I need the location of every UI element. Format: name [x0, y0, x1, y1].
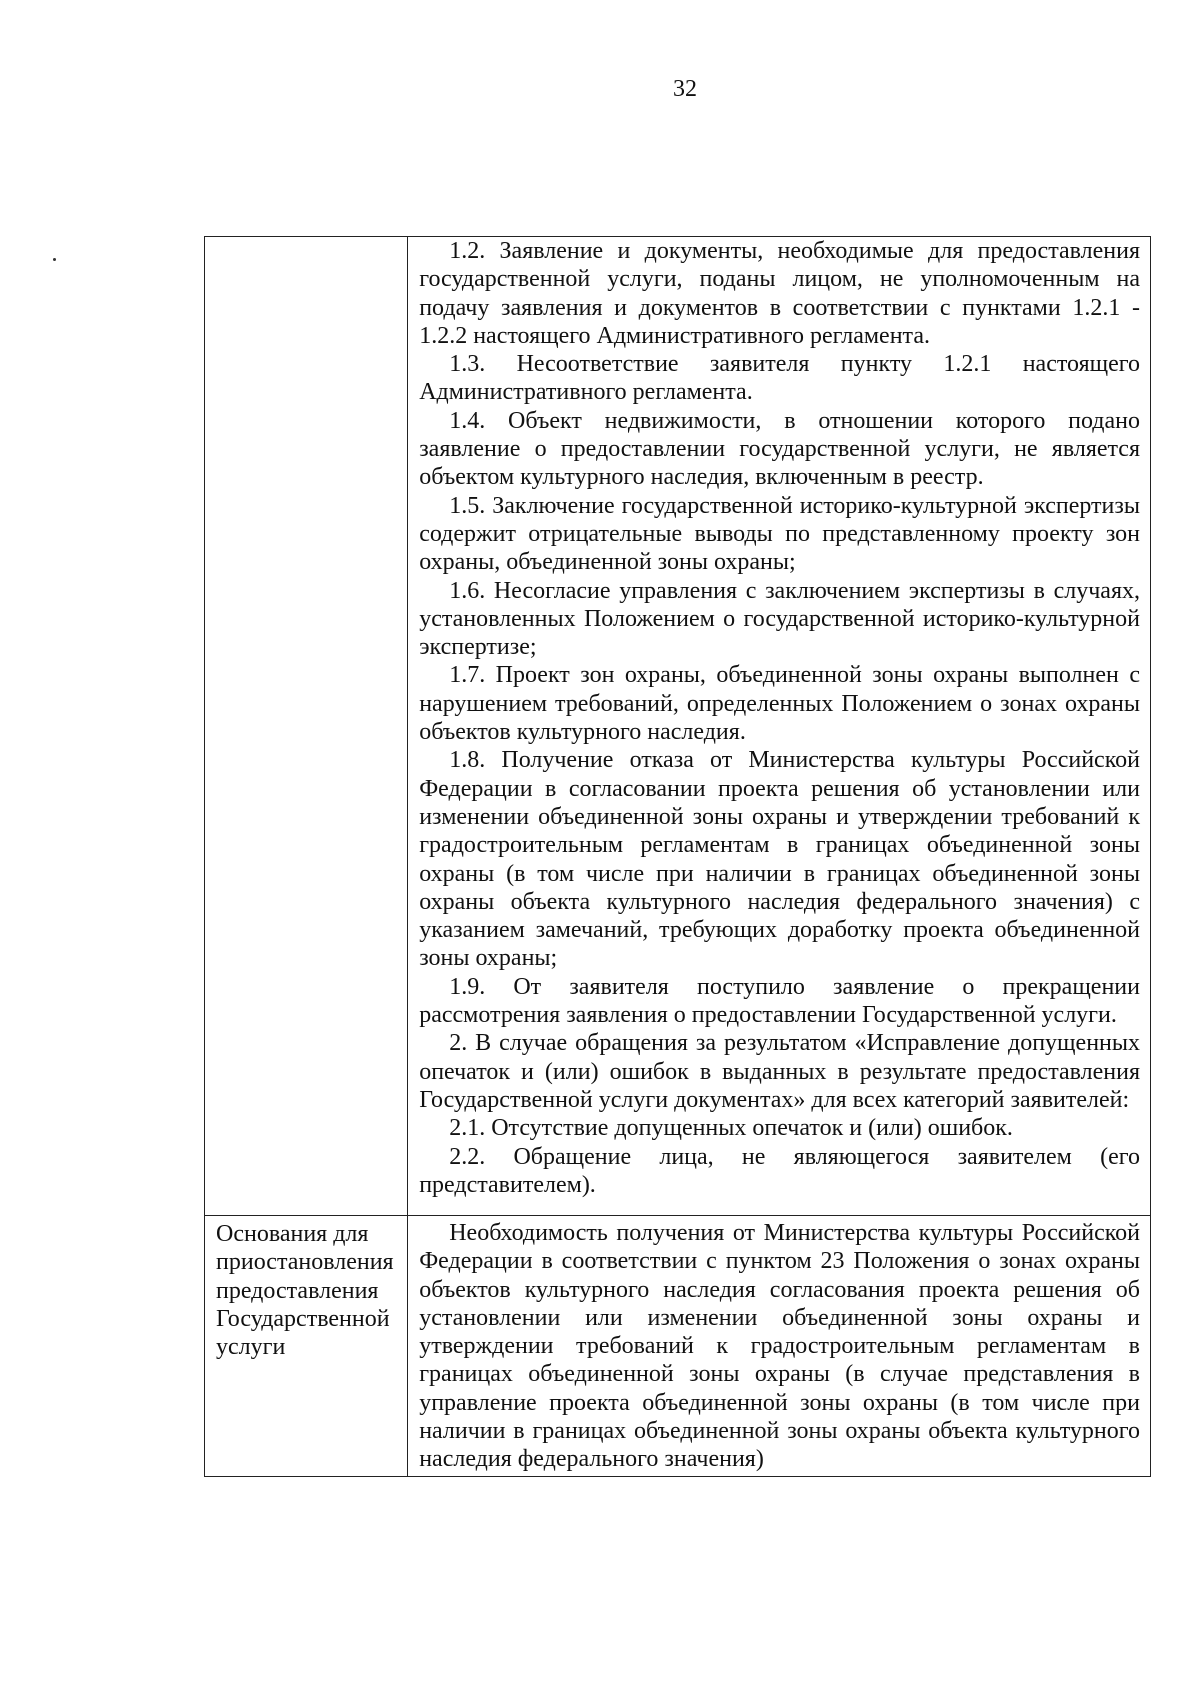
- table-row: [205, 1216, 1151, 1477]
- row-header-line: Государственной: [216, 1305, 390, 1332]
- row-header-line: Основания для: [216, 1221, 369, 1247]
- table-row: [205, 237, 1151, 1216]
- row-content-cell: [408, 237, 1151, 1216]
- page-number: 32: [673, 76, 697, 102]
- paragraph: 1.9. От заявителя поступило заявление о прекращении рассмотрения заявления о предоставлении Государственной услуги.: [419, 973, 1140, 1029]
- row-content-cell: [408, 1216, 1151, 1477]
- row-header-cell: [205, 237, 408, 1216]
- paragraph: 1.8. Получение отказа от Министерства культуры Российской Федерации в согласовании проекта решения об установлении или изменении объединенной зоны охраны и утверждении требований к градостроительным регламентам в границах объединенной зоны охраны (в том числе при наличии в границах объединенной зоны охраны объекта культурного наследия федерального значения) с указанием замечаний, требующих доработку проекта объединенной зоны охраны;: [419, 747, 1140, 972]
- paragraph: 1.2. Заявление и документы, необходимые для предоставления государственной услуги, поданы лицом, не уполномоченным на подачу заявления и документов в соответствии с пунктами 1.2.1 - 1.2.2 настоящего Административного регламента.: [419, 238, 1140, 349]
- paragraph: 1.7. Проект зон охраны, объединенной зоны охраны выполнен с нарушением требований, определенных Положением о зонах охраны объектов культурного наследия.: [419, 662, 1140, 746]
- paragraph: 1.5. Заключение государственной историко-культурной экспертизы содержит отрицательные выводы по представленному проекту зон охраны, объединенной зоны охраны;: [419, 492, 1140, 576]
- row-header-line: приостановления: [216, 1249, 394, 1276]
- paragraph: Необходимость получения от Министерства культуры Российской Федерации в соответствии с пунктом 23 Положения о зонах охраны объектов культурного наследия согласования проекта решения об установлении или изменении объединенной зоны охраны и утверждении требований к градостроительным регламентам в границах объединенной зоны охраны (в случае представления в управление проекта объединенной зоны охраны (в том числе при наличии в границах объединенной зоны охраны объекта культурного наследия федерального значения): [419, 1220, 1140, 1473]
- row-header-line: услуги: [216, 1334, 286, 1361]
- paragraph: 2. В случае обращения за результатом «Исправление допущенных опечаток и (или) ошибок в выданных в результате предоставления Государственной услуги документах» для всех категорий заявителей:: [419, 1030, 1140, 1113]
- paragraph: 1.4. Объект недвижимости, в отношении которого подано заявление о предоставлении государственной услуги, не является объектом культурного наследия, включенным в реестр.: [419, 407, 1140, 491]
- row-header-cell: [205, 1216, 408, 1477]
- paragraph: 1.3. Несоответствие заявителя пункту 1.2.1 настоящего Административного регламента.: [419, 351, 1140, 406]
- paragraph: 2.1. Отсутствие допущенных опечаток и (или) ошибок.: [449, 1115, 1013, 1142]
- document-table: [204, 236, 1151, 1477]
- scan-speck: [53, 258, 56, 261]
- paragraph: 1.6. Несогласие управления с заключением экспертизы в случаях, установленных Положением о государственной историко-культурной экспертизе;: [419, 577, 1140, 661]
- row-header-line: предоставления: [216, 1277, 379, 1304]
- paragraph: 2.2. Обращение лица, не являющегося заявителем (его представителем).: [419, 1143, 1140, 1198]
